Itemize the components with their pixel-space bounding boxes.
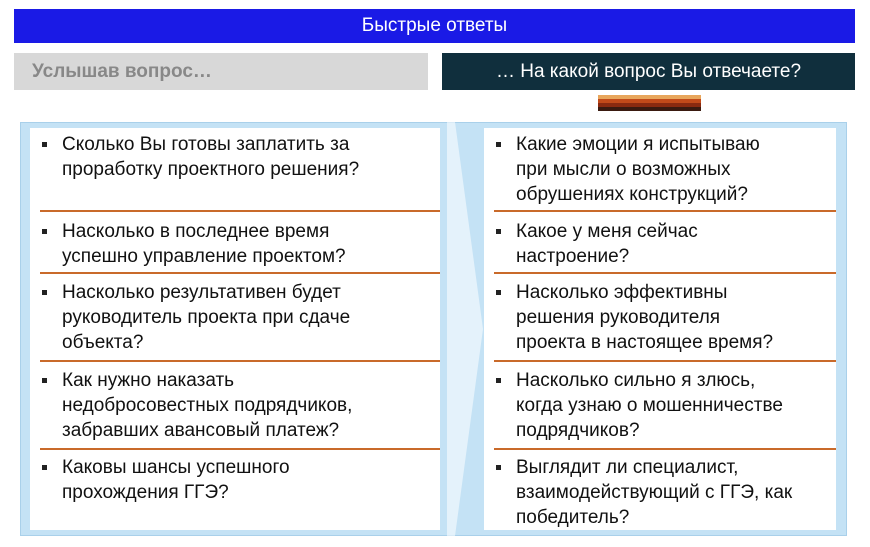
separator [494, 360, 836, 362]
separator [40, 448, 440, 450]
list-item-text [516, 368, 830, 443]
header-heard-question-label: Услышав вопрос… [32, 60, 212, 82]
text-line: Какое у меня сейчас [516, 221, 698, 242]
list-item-text [62, 455, 434, 505]
bullet-icon [496, 229, 501, 234]
text-line: проработку проектного решения? [62, 159, 360, 180]
chevron-right-icon [447, 122, 483, 536]
list-item-text [516, 219, 830, 269]
list-item-text [62, 368, 434, 443]
header-heard-question [14, 53, 428, 90]
decorative-stripes [598, 95, 701, 111]
list-item-text [516, 280, 830, 355]
left-panel [30, 128, 440, 530]
header-answered-question [442, 53, 855, 90]
list-item-text [62, 132, 434, 182]
list-item-text [62, 219, 434, 269]
text-line: решения руководителя [516, 307, 721, 328]
text-line: Какие эмоции я испытываю [516, 134, 760, 155]
separator [494, 210, 836, 212]
separator [494, 272, 836, 274]
text-line: прохождения ГГЭ? [62, 482, 229, 503]
text-line: проекта в настоящее время? [516, 332, 774, 353]
text-line: когда узнаю о мошенничестве [516, 395, 783, 416]
separator [40, 210, 440, 212]
text-line: Насколько результативен будет [62, 282, 341, 303]
list-item-text [62, 280, 434, 355]
text-line: Сколько Вы готовы заплатить за [62, 134, 350, 155]
separator [494, 448, 836, 450]
bullet-icon [42, 465, 47, 470]
text-line: Насколько эффективны [516, 282, 728, 303]
bullet-icon [496, 290, 501, 295]
text-line: обрушениях конструкций? [516, 184, 748, 205]
list-item-text [516, 455, 830, 530]
text-line: Выглядит ли специалист, [516, 457, 739, 478]
text-line: объекта? [62, 332, 144, 353]
separator [40, 360, 440, 362]
text-line: недобросовестных подрядчиков, [62, 395, 353, 416]
bullet-icon [42, 290, 47, 295]
stripe [598, 107, 701, 111]
bullet-icon [42, 142, 47, 147]
text-line: Насколько сильно я злюсь, [516, 370, 756, 391]
text-line: победитель? [516, 507, 630, 528]
text-line: забравших авансовый платеж? [62, 420, 340, 441]
text-line: настроение? [516, 246, 630, 267]
bullet-icon [496, 465, 501, 470]
text-line: взаимодействующий с ГГЭ, как [516, 482, 793, 503]
right-panel [484, 128, 836, 530]
title-bar [14, 9, 855, 43]
text-line: подрядчиков? [516, 420, 640, 441]
header-answered-question-label: … На какой вопрос Вы отвечаете? [495, 60, 802, 82]
text-line: Каковы шансы успешного [62, 457, 290, 478]
text-line: при мысли о возможных [516, 159, 731, 180]
text-line: успешно управление проектом? [62, 246, 346, 267]
bullet-icon [42, 229, 47, 234]
text-line: руководитель проекта при сдаче [62, 307, 351, 328]
text-line: Как нужно наказать [62, 370, 235, 391]
list-item-text [516, 132, 830, 207]
page-title: Быстрые ответы [361, 15, 508, 36]
bullet-icon [42, 378, 47, 383]
text-line: Насколько в последнее время [62, 221, 330, 242]
separator [40, 272, 440, 274]
bullet-icon [496, 142, 501, 147]
bullet-icon [496, 378, 501, 383]
